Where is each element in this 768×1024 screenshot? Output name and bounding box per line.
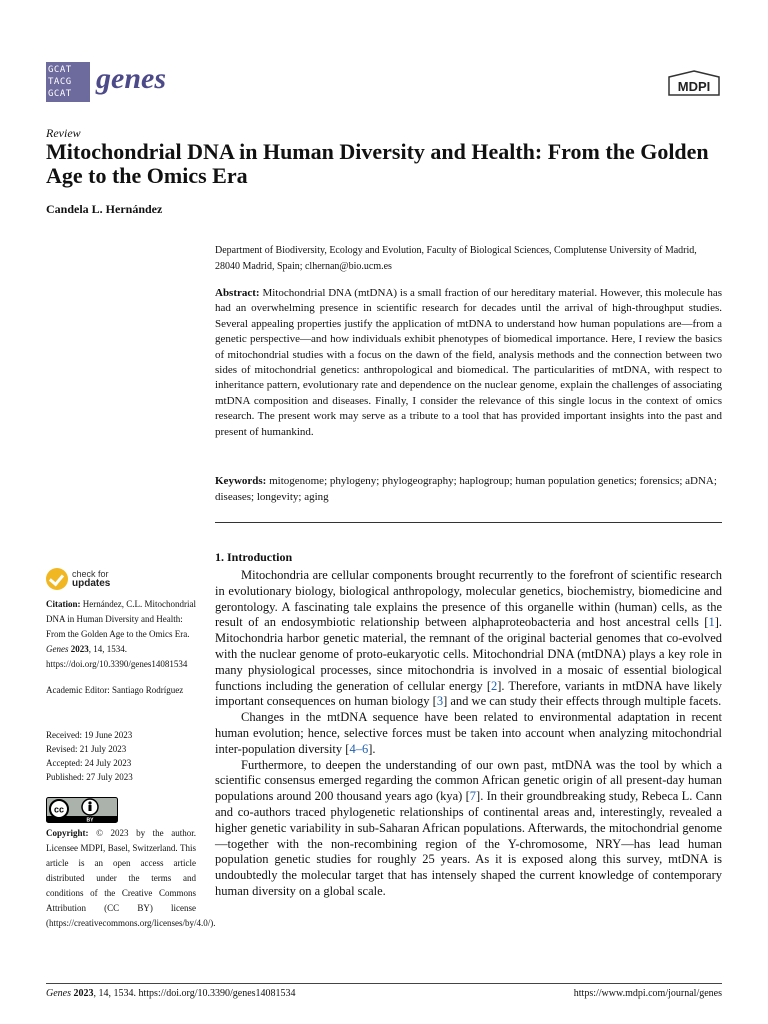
- academic-editor: Academic Editor: Santiago Rodríguez: [46, 685, 184, 695]
- footer-citation: [46, 988, 296, 999]
- updates-label: updates: [72, 578, 111, 589]
- footer-divider: [46, 983, 722, 984]
- accepted-date: Accepted: 24 July 2023: [46, 758, 132, 768]
- mdpi-logo: [667, 70, 721, 96]
- logo-line: TACG: [48, 77, 72, 87]
- citation-label: Citation:: [46, 599, 81, 609]
- introduction-text: [215, 568, 722, 900]
- copyright-block: [46, 826, 216, 931]
- svg-text:cc: cc: [53, 804, 65, 815]
- article-author: Candela L. Hernández: [46, 202, 163, 216]
- logo-line: GCAT: [48, 89, 72, 99]
- section-heading: 1. Introduction: [215, 550, 293, 564]
- copyright-label: Copyright:: [46, 828, 89, 838]
- abstract-label: Abstract:: [215, 287, 260, 299]
- paragraph: Changes in the mtDNA sequence have been related to environmental adaptation in recent human evolution; hence, selective forces must be taken into account when analyzing mitochondrial inter-population diversity [4–6].: [215, 710, 722, 756]
- cc-by-label: BY: [86, 817, 94, 823]
- abstract: [215, 286, 722, 440]
- footer-url[interactable]: https://www.mdpi.com/journal/genes: [573, 988, 722, 999]
- divider: [215, 522, 722, 523]
- citation-link[interactable]: 3: [436, 694, 444, 709]
- keywords: [215, 473, 722, 505]
- footer-year: 2023: [73, 988, 94, 999]
- citation-year: 2023: [70, 644, 89, 654]
- received-date: Received: 19 June 2023: [46, 730, 133, 740]
- paragraph: Mitochondria are cellular components brought recurrently to the forefront of scientific research in evolutionary biology, biological anthropology, molecular genetics, biochemistry, biomedicine and gerontology. A fascinating tale explains the presence of this organelle within (human) cells, as the result of an endosymbiotic relationship between alphaproteobacteria and host ancestral cells [1]. Mitochondria harbor genetic material, the remnant of the original bacterial genomes that co-evolved with the nuclear genome of proto-eukaryotic cells. Mitochondrial DNA (mtDNA) plays a key role in many physiological processes, since mitochondria is involved in a mosaic of essential biological functions including the generation of cellular energy [2]. Therefore, variants in mtDNA have likely important consequences on human biology [3] and we can study their effects through multiple facets.: [215, 568, 722, 709]
- citation-link[interactable]: 7: [469, 789, 477, 804]
- article-type: Review: [46, 126, 81, 140]
- publisher-label: MDPI: [677, 79, 711, 94]
- dates-block: [46, 728, 196, 784]
- citation-link[interactable]: 1: [708, 615, 715, 630]
- keywords-label: Keywords:: [215, 475, 267, 487]
- citation-journal: Genes: [46, 644, 69, 654]
- check-for-updates-badge[interactable]: [46, 568, 156, 592]
- citation-link[interactable]: 2: [491, 678, 498, 693]
- affiliation: Department of Biodiversity, Ecology and Evolution, Faculty of Biological Sciences, Complutense University of Madrid, 28040 Madrid, Spain; clhernan@bio.ucm.es: [215, 245, 697, 272]
- check-icon: [46, 568, 68, 590]
- journal-name: genes: [96, 62, 166, 95]
- footer-journal: Genes: [46, 988, 71, 999]
- cc-by-license-badge[interactable]: [46, 797, 118, 823]
- journal-logo: [46, 62, 90, 102]
- logo-line: GCAT: [48, 65, 72, 75]
- revised-date: Revised: 21 July 2023: [46, 744, 127, 754]
- abstract-text: Mitochondrial DNA (mtDNA) is a small fraction of our hereditary material. However, this molecule has had an overwhelming presence in scientific research for decades until the arrival of high-throughput studies. Several appealing properties justify the application of mtDNA to understand how human populations are—from a genetic perspective—and how individuals exhibit phenotypes of biomedical importance. Here, I review the basics of mitochondrial studies with a focus on the dawn of the field, analysis methods and the connection between two sides of mitochondrial genetics: anthropological and biomedical. The particularities of mtDNA, with respect to inheritance pattern, evolutionary rate and dependence on the nuclear genome, explain the challenges of associating mtDNA composition and diseases. Finally, I consider the relevance of this single locus in the context of omics research. The present work may serve as a tribute to a tool that has provided important insights into the past and present of humankind.: [215, 287, 723, 438]
- footer-doi[interactable]: , 14, 1534. https://doi.org/10.3390/genes14081534: [93, 988, 296, 999]
- paragraph: Furthermore, to deepen the understanding of our own past, mtDNA was the tool by which a scientific consensus emerged regarding the common African genetic origin of all present-day human populations around 200 thousand years ago (kya) [7]. In their groundbreaking study, Rebeca L. Cann and co-authors traced phylogenetic relationships of continental areas and, interestingly, revealed a higher genetic variability in sub-Saharan African populations. Afterwards, the mitochondrial genome—together with the non-recombining region of the Y-chromosome, NRY—has lead human population genetic studies for roughly 25 years. As it is exposed along this survey, mtDNA is undoubtedly the molecular target that has intensely shaped the current knowledge of contemporary human diversity on a global scale.: [215, 757, 722, 898]
- article-title: Mitochondrial DNA in Human Diversity and Health: From the Golden Age to the Omics Era: [46, 139, 709, 188]
- citation-block: [46, 597, 196, 672]
- citation-link[interactable]: 4–6: [349, 741, 369, 756]
- published-date: Published: 27 July 2023: [46, 772, 133, 782]
- citation-text: Hernández, C.L. Mitochondrial DNA in Human Diversity and Health: From the Golden Age to the Omics Era.: [46, 599, 196, 639]
- keywords-text: mitogenome; phylogeny; phylogeography; haplogroup; human population genetics; forensics; aDNA; diseases; longevity; aging: [215, 475, 717, 503]
- citation-doi[interactable]: , 14, 1534. https://doi.org/10.3390/genes14081534: [46, 644, 188, 669]
- copyright-text: © 2023 by the author. Licensee MDPI, Basel, Switzerland. This article is an open access article distributed under the terms and conditions of the Creative Commons Attribution (CC BY) license (https://creativecommons.org/licenses/by/4.0/).: [46, 828, 216, 928]
- check-for-label: check for: [72, 569, 109, 579]
